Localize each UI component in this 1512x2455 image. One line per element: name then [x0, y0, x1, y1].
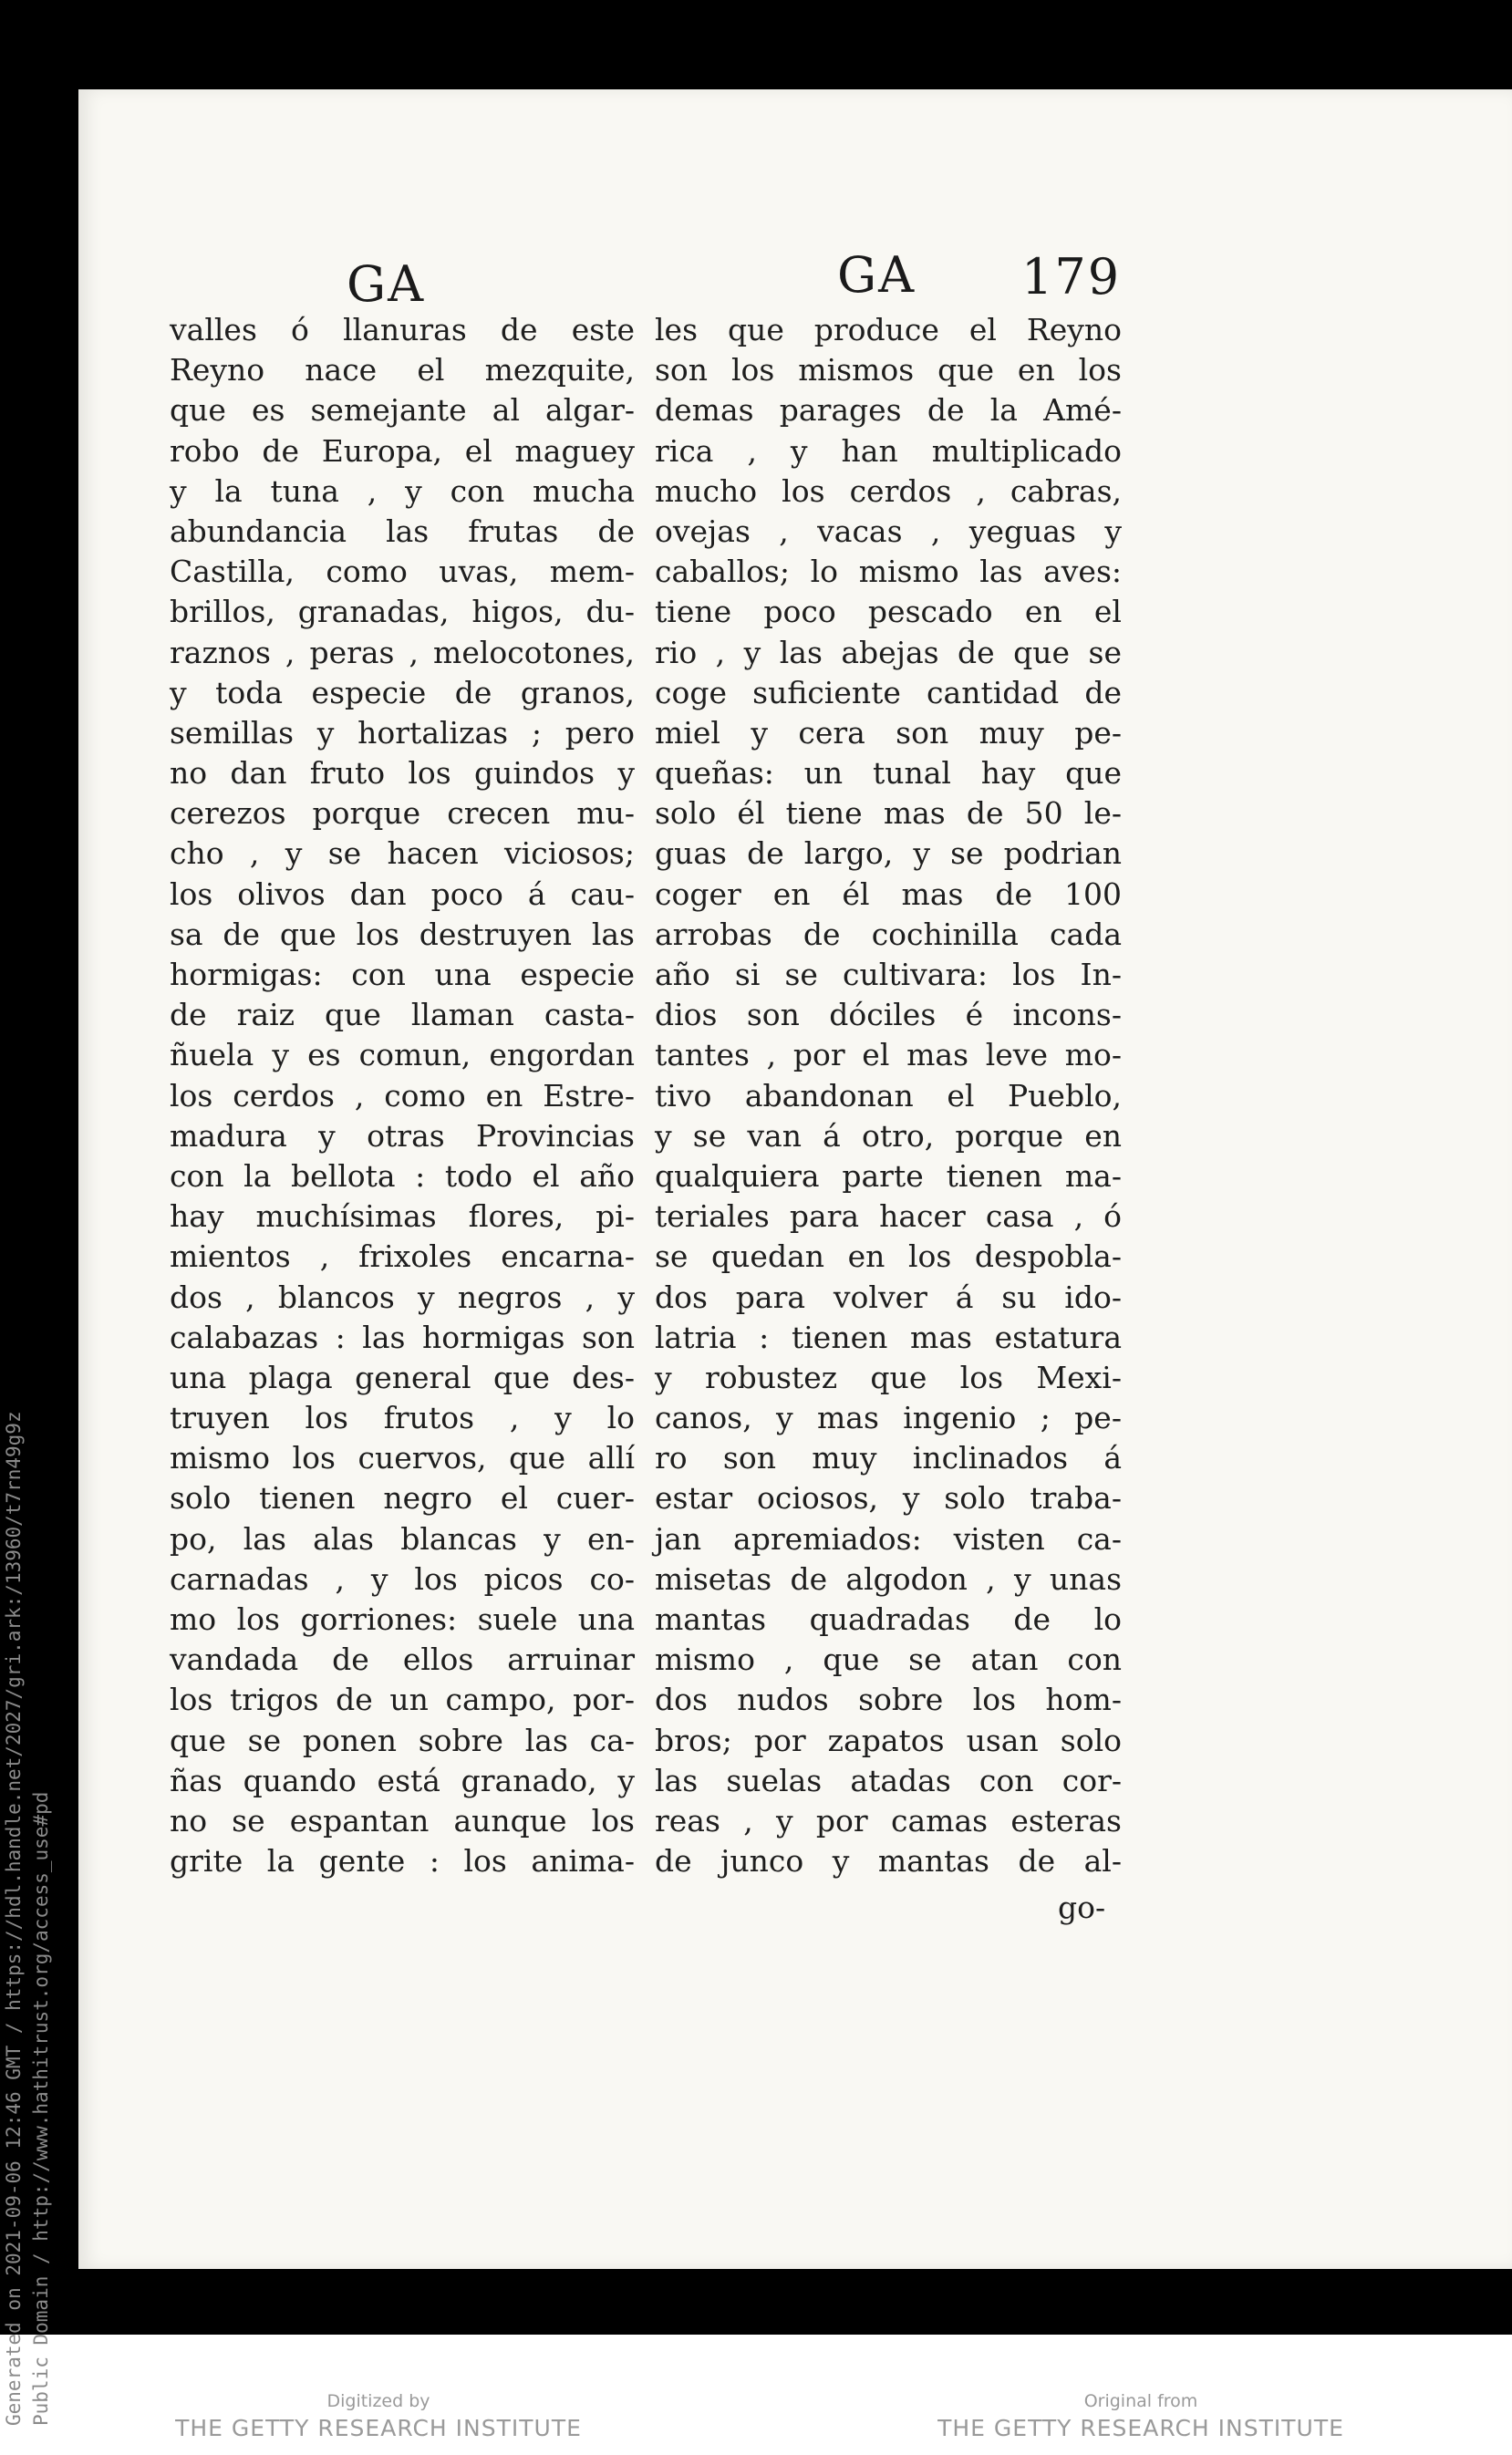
text-line: que es semejante al algar-: [170, 392, 635, 429]
text-line: una plaga general que des-: [170, 1359, 635, 1395]
text-line: mismo , que se atan con: [655, 1642, 1122, 1678]
text-line: tivo abandonan el Pueblo,: [655, 1077, 1122, 1114]
text-line: grite la gente : los anima-: [170, 1843, 635, 1880]
text-line: mantas quadradas de lo: [655, 1601, 1122, 1637]
text-line: sa de que los destruyen las: [170, 916, 635, 952]
text-line: dos para volver á su ido-: [655, 1279, 1122, 1315]
text-line: carnadas , y los picos co-: [170, 1560, 635, 1597]
text-line: mo los gorriones: suele una: [170, 1601, 635, 1637]
text-line: dos nudos sobre los hom-: [655, 1682, 1122, 1718]
text-line: Reyno nace el mezquite,: [170, 352, 635, 388]
text-line: truyen los frutos , y lo: [170, 1400, 635, 1436]
footer-digitized-by: [164, 2391, 593, 2441]
text-line: tantes , por el mas leve mo-: [655, 1037, 1122, 1073]
text-line: rica , y han multiplicado: [655, 432, 1122, 469]
text-line: guas de largo, y se podrian: [655, 835, 1122, 872]
text-line: misetas de algodon , y unas: [655, 1560, 1122, 1597]
text-line: raznos , peras , melocotones,: [170, 634, 635, 670]
text-line: valles ó llanuras de este: [170, 312, 635, 347]
text-line: ovejas , vacas , yeguas y: [655, 513, 1122, 549]
text-line: solo él tiene mas de 50 le-: [655, 795, 1122, 832]
text-line: año si se cultivara: los In-: [655, 957, 1122, 992]
text-line: de raiz que llaman casta-: [170, 997, 635, 1033]
text-line: vandada de ellos arruinar: [170, 1642, 635, 1678]
text-line: ro son muy inclinados á: [655, 1440, 1122, 1476]
text-line: con la bellota : todo el año: [170, 1157, 635, 1194]
catchword: go-: [1058, 1890, 1106, 1925]
text-line: los olivos dan poco á cau-: [170, 875, 635, 912]
text-line: abundancia las frutas de: [170, 513, 635, 549]
text-line: coge suficiente cantidad de: [655, 674, 1122, 710]
text-line: les que produce el Reyno: [655, 312, 1122, 347]
text-line: brillos, granadas, higos, du-: [170, 594, 635, 630]
text-line: miel y cera son muy pe-: [655, 714, 1122, 751]
text-column-right: [655, 310, 1122, 1881]
text-line: de junco y mantas de al-: [655, 1843, 1122, 1880]
text-line: hormigas: con una especie: [170, 957, 635, 992]
text-line: latria : tienen mas estatura: [655, 1319, 1122, 1355]
text-line: los cerdos , como en Estre-: [170, 1077, 635, 1114]
text-line: demas parages de la Amé-: [655, 392, 1122, 429]
text-line: po, las alas blancas y en-: [170, 1520, 635, 1557]
text-line: y la tuna , y con mucha: [170, 472, 635, 509]
text-line: madura y otras Provincias: [170, 1117, 635, 1154]
text-line: hay muchísimas flores, pi-: [170, 1198, 635, 1235]
text-line: y toda especie de granos,: [170, 674, 635, 710]
text-line: reas , y por camas esteras: [655, 1802, 1122, 1839]
footer-original-label: Original from: [1083, 2391, 1198, 2411]
text-line: canos, y mas ingenio ; pe-: [655, 1400, 1122, 1436]
text-line: estar ociosos, y solo traba-: [655, 1480, 1122, 1517]
text-line: rio , y las abejas de que se: [655, 634, 1122, 670]
text-line: las suelas atadas con cor-: [655, 1762, 1122, 1798]
text-line: mucho los cerdos , cabras,: [655, 472, 1122, 509]
text-line: no dan fruto los guindos y: [170, 755, 635, 792]
footer-original-institution: THE GETTY RESEARCH INSTITUTE: [937, 2415, 1344, 2441]
page-number: 179: [1021, 248, 1122, 306]
text-line: mismo los cuervos, que allí: [170, 1440, 635, 1476]
text-line: queñas: un tunal hay que: [655, 755, 1122, 792]
text-line: bros; por zapatos usan solo: [655, 1722, 1122, 1758]
text-line: y robustez que los Mexi-: [655, 1359, 1122, 1395]
text-line: no se espantan aunque los: [170, 1802, 635, 1839]
text-line: Castilla, como uvas, mem-: [170, 554, 635, 590]
text-column-left: [170, 310, 635, 1881]
footer-original-from: [927, 2391, 1355, 2441]
text-line: los trigos de un campo, por-: [170, 1682, 635, 1718]
text-line: solo tienen negro el cuer-: [170, 1480, 635, 1517]
text-line: cho , y se hacen viciosos;: [170, 835, 635, 872]
text-line: tiene poco pescado en el: [655, 594, 1122, 630]
text-line: cerezos porque crecen mu-: [170, 795, 635, 832]
text-line: se quedan en los despobla-: [655, 1238, 1122, 1275]
text-line: que se ponen sobre las ca-: [170, 1722, 635, 1758]
text-line: teriales para hacer casa , ó: [655, 1198, 1122, 1235]
text-line: ñuela y es comun, engordan: [170, 1037, 635, 1073]
text-line: semillas y hortalizas ; pero: [170, 714, 635, 751]
text-line: mientos , frixoles encarna-: [170, 1238, 635, 1275]
text-line: caballos; lo mismo las aves:: [655, 554, 1122, 590]
running-head-right: GA: [837, 246, 917, 304]
stamp-line-license: Public Domain / http://www.hathitrust.org/access_use#pd: [30, 1791, 52, 2426]
text-line: jan apremiados: visten ca-: [655, 1520, 1122, 1557]
text-line: arrobas de cochinilla cada: [655, 916, 1122, 952]
text-line: son los mismos que en los: [655, 352, 1122, 388]
text-line: ñas quando está granado, y: [170, 1762, 635, 1798]
text-line: y se van á otro, porque en: [655, 1117, 1122, 1154]
text-line: robo de Europa, el maguey: [170, 432, 635, 469]
text-line: coger en él mas de 100: [655, 875, 1122, 912]
stamp-line-generated: Generated on 2021-09-06 12:46 GMT / https://hdl.handle.net/2027/gri.ark:/13960/t7rn49g9z: [3, 1411, 25, 2426]
text-line: calabazas : las hormigas son: [170, 1319, 635, 1355]
text-line: dos , blancos y negros , y: [170, 1279, 635, 1315]
footer-digitized-institution: THE GETTY RESEARCH INSTITUTE: [175, 2415, 582, 2441]
text-line: dios son dóciles é incons-: [655, 997, 1122, 1033]
text-line: qualquiera parte tienen ma-: [655, 1157, 1122, 1194]
footer-digitized-label: Digitized by: [326, 2391, 430, 2411]
hathitrust-margin-stamp: [0, 1411, 55, 2426]
running-head-left: GA: [347, 255, 426, 313]
